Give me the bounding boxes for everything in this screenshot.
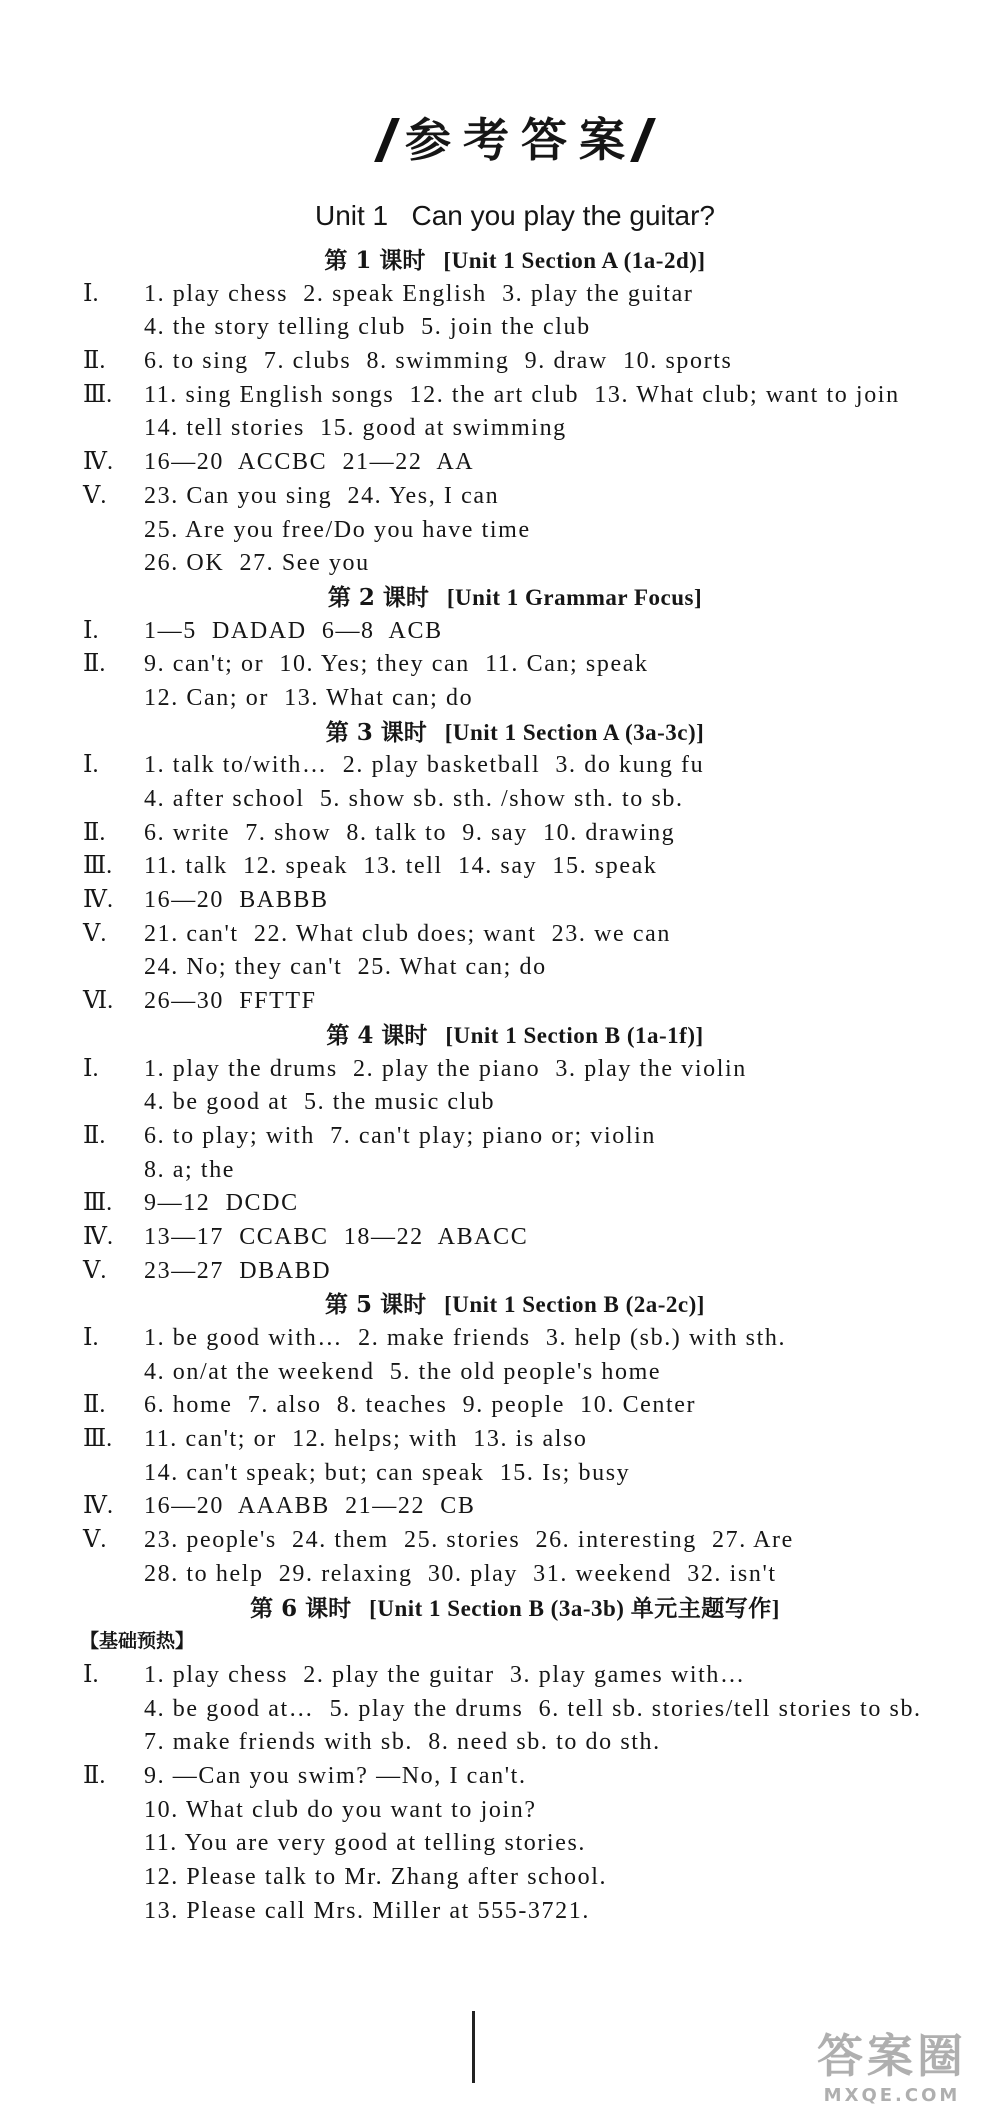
answer-text: 13—17 CCABC 18—22 ABACC [144,1223,529,1250]
answer-text: 1. play chess 2. speak English 3. play the guitar [144,280,694,307]
answer-row [83,1827,947,1861]
answer-row [83,547,947,581]
lesson-heading [83,716,947,750]
answer-row [83,1255,947,1289]
lesson-heading [83,1019,947,1053]
part-numeral: Ⅰ. [83,1661,99,1688]
page-divider-line [472,2011,475,2083]
lesson-ref: [Unit 1 Section B (3a-3b) 单元主题写作] [369,1595,780,1621]
answer-text: 16—20 AAABB 21—22 CB [144,1493,476,1520]
answer-row [83,817,947,851]
answer-row [83,749,947,783]
part-numeral: Ⅳ. [83,449,113,476]
answer-row [83,951,947,985]
answer-text: 23. Can you sing 24. Yes, I can [144,482,500,509]
answer-text: 16—20 BABBB [144,887,329,914]
answer-row [83,311,947,345]
answer-text: 28. to help 29. relaxing 30. play 31. weekend 32. isn't [144,1560,777,1587]
answer-row [83,1895,947,1929]
part-numeral: Ⅱ. [83,651,106,678]
answer-row [83,1356,947,1390]
part-numeral: Ⅴ. [83,1527,107,1554]
answer-row [83,1558,947,1592]
answer-text: 6. home 7. also 8. teaches 9. people 10. Center [144,1392,697,1419]
answer-text: 4. be good at… 5. play the drums 6. tell sb. stories/tell stories to sb. [144,1695,922,1722]
answer-row [83,446,947,480]
answer-row [83,1490,947,1524]
answer-row [83,985,947,1019]
answer-text: 4. after school 5. show sb. sth. /show sth. to sb. [144,786,684,812]
page-title-text: 参考答案 [405,113,637,167]
answer-row [83,345,947,379]
answer-row [83,783,947,817]
part-numeral: Ⅱ. [83,1392,106,1419]
part-numeral: Ⅱ. [83,348,106,375]
answer-text: 1. be good with… 2. make friends 3. help (sb.) with sth. [144,1325,787,1351]
answer-text: 11. sing English songs 12. the art club 13. What club; want to join [144,381,900,408]
part-numeral: Ⅱ. [83,819,106,846]
answer-row [83,1524,947,1558]
part-numeral: Ⅱ. [83,1762,106,1789]
lesson-ref: [Unit 1 Section A (3a-3c)] [444,719,705,745]
answer-list [80,244,947,1928]
answer-row [83,1086,947,1120]
content-column [80,0,947,2115]
answer-row [83,1861,947,1895]
part-numeral: Ⅳ. [83,1223,113,1250]
answer-row [83,1187,947,1221]
answer-text: 9. —Can you swim? —No, I can't. [144,1762,527,1789]
answer-text: 14. can't speak; but; can speak 15. Is; busy [144,1459,631,1486]
answer-row [83,1053,947,1087]
answer-text: 23. people's 24. them 25. stories 26. interesting 27. Are [144,1527,794,1554]
answer-text: 9. can't; or 10. Yes; they can 11. Can; speak [144,651,649,678]
answer-row [83,278,947,312]
answer-row [83,514,947,548]
part-numeral: Ⅰ. [83,1325,99,1351]
answer-row [83,1423,947,1457]
answer-row [83,1154,947,1188]
answer-text: 11. You are very good at telling stories. [144,1830,586,1857]
lesson-heading [83,581,947,615]
answer-text: 6. to sing 7. clubs 8. swimming 9. draw 10. sports [144,348,733,375]
answer-text: 1. play chess 2. play the guitar 3. play games with… [144,1661,746,1688]
part-numeral: Ⅲ. [83,853,113,880]
answer-text: 9—12 DCDC [144,1190,299,1217]
page-title [83,110,947,170]
answer-text: 1—5 DADAD 6—8 ACB [144,617,443,644]
answer-text: 1. talk to/with… 2. play basketball 3. do kung fu [144,752,705,779]
part-numeral: Ⅰ. [83,617,99,644]
answer-row [83,1221,947,1255]
answer-text: 10. What club do you want to join? [144,1796,537,1823]
answer-row [83,1794,947,1828]
answer-text: 7. make friends with sb. 8. need sb. to do sth. [144,1729,661,1756]
lesson-label: 第 6 课时 [250,1594,352,1622]
unit-heading: Unit 1 Can you play the guitar? [314,200,715,231]
part-numeral: Ⅳ. [83,887,113,914]
answer-text: 21. can't 22. What club does; want 23. we can [144,920,671,947]
lesson-ref: [Unit 1 Section A (1a-2d)] [443,248,706,273]
answer-row [83,1659,947,1693]
answer-row [83,615,947,649]
answer-row [83,1389,947,1423]
lesson-ref: [Unit 1 Section B (1a-1f)] [445,1022,704,1048]
answer-row [83,1760,947,1794]
title-slash-left [374,118,400,162]
lesson-ref: [Unit 1 Grammar Focus] [446,584,703,610]
lesson-label: 第 2 课时 [327,583,429,611]
lesson-ref: [Unit 1 Section B (2a-2c)] [444,1292,705,1318]
answer-text: 14. tell stories 15. good at swimming [144,415,567,442]
answer-text: 13. Please call Mrs. Miller at 555-3721. [144,1897,590,1924]
answer-row [83,884,947,918]
answer-row [83,480,947,514]
part-numeral: Ⅱ. [83,1122,106,1149]
watermark-site: MXQE.COM [823,2085,961,2106]
part-numeral: Ⅲ. [83,1190,113,1217]
answer-text: 26—30 FFTTF [144,988,317,1015]
answer-text: 11. talk 12. speak 13. tell 14. say 15. speak [144,853,658,880]
answer-text: 11. can't; or 12. helps; with 13. is also [144,1426,588,1453]
answer-row [83,1693,947,1727]
part-numeral: Ⅰ. [83,280,99,307]
answer-text: 12. Please talk to Mr. Zhang after school. [144,1864,608,1890]
answer-text: 4. the story telling club 5. join the club [144,314,591,341]
answer-row [83,918,947,952]
answer-text: 6. to play; with 7. can't play; piano or; violin [144,1122,656,1149]
answer-row [83,682,947,716]
watermark-brand: 答案圈 [817,2029,967,2083]
answer-row [83,648,947,682]
part-numeral: Ⅲ. [83,381,113,408]
answer-text: 1. play the drums 2. play the piano 3. play the violin [144,1055,747,1082]
answer-row [83,1457,947,1491]
answer-text: 4. be good at 5. the music club [144,1089,496,1116]
answer-text: 4. on/at the weekend 5. the old people's home [144,1358,662,1385]
lesson-heading [83,244,947,278]
answer-text: 23—27 DBABD [144,1257,332,1284]
lesson-label: 第 3 课时 [325,718,427,746]
answer-text: 6. write 7. show 8. talk to 9. say 10. drawing [144,819,676,846]
part-numeral: Ⅲ. [83,1426,113,1453]
answer-row [83,379,947,413]
lesson-subheading: 【基础预热】 [80,1630,195,1653]
part-numeral: Ⅴ. [83,920,107,947]
answer-text: 24. No; they can't 25. What can; do [144,954,547,981]
lesson-label: 第 4 课时 [326,1021,428,1049]
lesson-subheading-row [80,1625,947,1659]
part-numeral: Ⅰ. [83,752,99,779]
answer-text: 25. Are you free/Do you have time [144,516,531,543]
part-numeral: Ⅳ. [83,1493,113,1520]
answer-text: 12. Can; or 13. What can; do [144,684,474,711]
answer-row [83,850,947,884]
answer-text: 8. a; the [144,1156,236,1183]
part-numeral: Ⅰ. [83,1055,99,1082]
lesson-heading [83,1592,947,1626]
answer-row [83,1726,947,1760]
answer-text: 26. OK 27. See you [144,550,370,577]
part-numeral: Ⅴ. [83,482,107,509]
answer-text: 16—20 ACCBC 21—22 AA [144,449,475,476]
answer-row [83,412,947,446]
watermark-logo [792,2027,992,2107]
part-numeral: Ⅵ. [83,988,114,1015]
lesson-heading [83,1288,947,1322]
lesson-label: 第 1 课时 [324,247,426,274]
answer-row [83,1120,947,1154]
lesson-label: 第 5 课时 [325,1291,427,1319]
part-numeral: Ⅴ. [83,1257,107,1284]
answer-row [83,1322,947,1356]
